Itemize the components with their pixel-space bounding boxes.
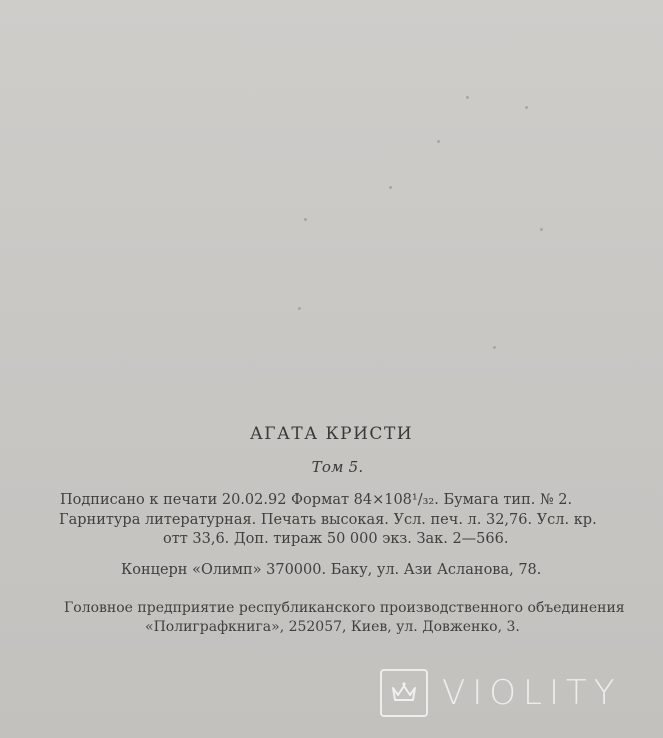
imprint-line-printer-address: «Полиграфкнига», 252057, Киев, ул. Довженко, 3. bbox=[145, 619, 520, 635]
imprint-line-printer: Головное предприятие республиканского производственного объединения bbox=[64, 600, 625, 616]
violity-watermark bbox=[380, 665, 650, 721]
paper-speck bbox=[493, 346, 496, 349]
paper-speck bbox=[298, 307, 301, 310]
paper-speck bbox=[304, 218, 307, 221]
crown-logo-icon bbox=[380, 669, 428, 717]
paper-speck bbox=[389, 186, 392, 189]
paper-speck bbox=[466, 96, 469, 99]
imprint-line-print-run: отт 33,6. Доп. тираж 50 000 экз. Зак. 2—566. bbox=[163, 531, 509, 547]
paper-speck bbox=[525, 106, 528, 109]
watermark-text: VIOLITY bbox=[442, 673, 622, 713]
volume-number: Том 5. bbox=[311, 458, 364, 476]
imprint-line-typeface: Гарнитура литературная. Печать высокая. Усл. печ. л. 32,76. Усл. кр. bbox=[59, 512, 597, 528]
paper-speck bbox=[540, 228, 543, 231]
author-name: АГАТА КРИСТИ bbox=[249, 424, 414, 444]
imprint-line-publisher: Концерн «Олимп» 370000. Баку, ул. Ази Асланова, 78. bbox=[121, 562, 542, 578]
paper-speck bbox=[437, 140, 440, 143]
imprint-line-signed: Подписано к печати 20.02.92 Формат 84×108¹/₃₂. Бумага тип. № 2. bbox=[60, 492, 573, 508]
